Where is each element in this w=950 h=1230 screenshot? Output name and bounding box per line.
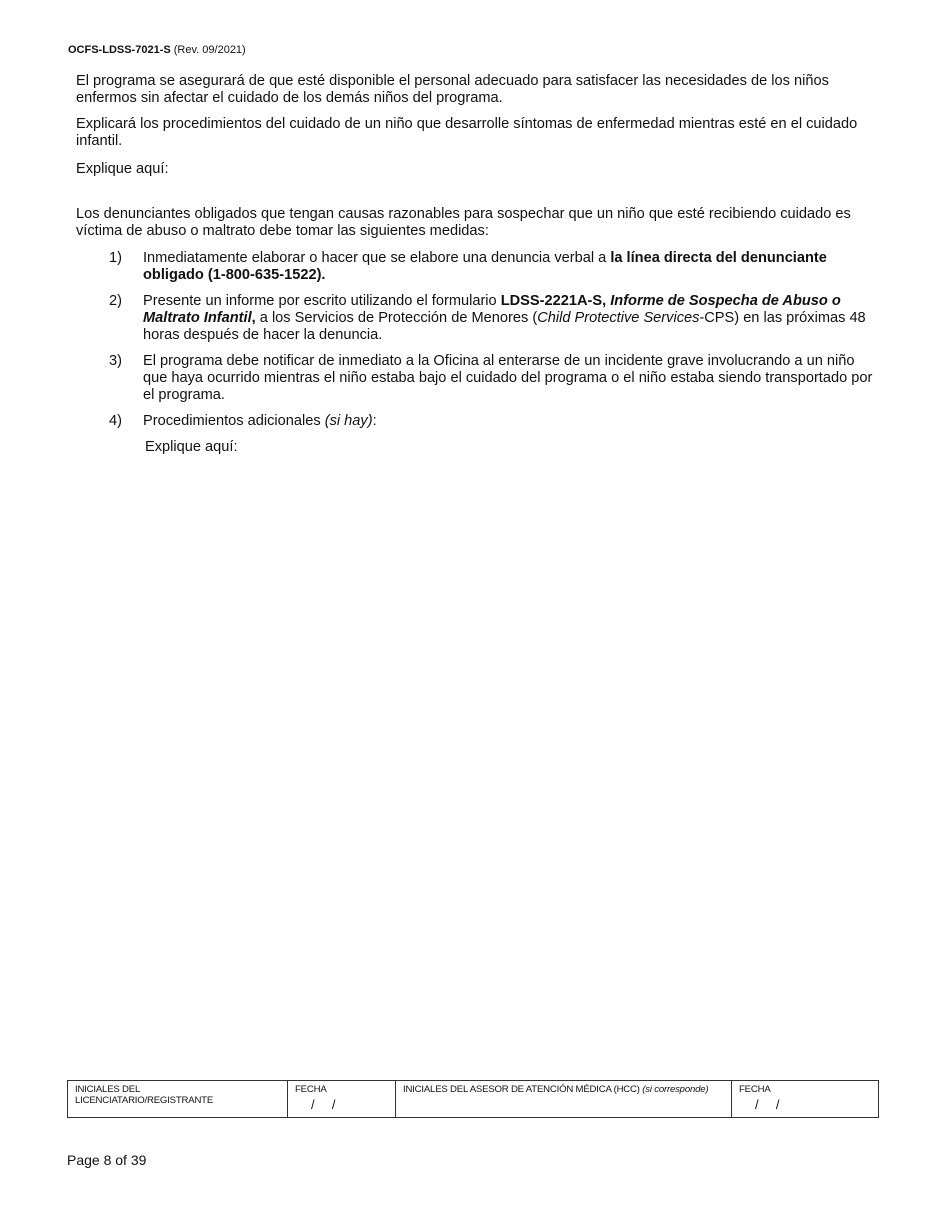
licensee-initials-label: INICIALES DEL LICENCIATARIO/REGISTRANTE [75, 1084, 214, 1106]
list-number: 2) [109, 293, 122, 309]
form-code: OCFS-LDSS-7021-S [68, 44, 171, 56]
form-header [68, 44, 246, 56]
list-item [76, 353, 876, 404]
list-number: 1) [109, 250, 122, 266]
hcc-initials-field[interactable] [396, 1081, 732, 1118]
signature-table [67, 1080, 879, 1118]
explain-label: Explique aquí: [145, 439, 238, 455]
list-text: Inmediatamente elaborar o hacer que se elabore una denuncia verbal a [143, 250, 611, 266]
date-field-2[interactable] [732, 1081, 879, 1118]
hcc-note: (si corresponde) [642, 1084, 709, 1095]
list-text: Presente un informe por escrito utilizando el formulario [143, 293, 501, 309]
list-item [76, 413, 876, 456]
staffing-paragraph: El programa se asegurará de que esté disponible el personal adecuado para satisfacer las necesidades de los niños enfermos sin afectar el cuidado de los demás niños del programa. [76, 73, 829, 106]
list-text: El programa debe notificar de inmediato a la Oficina al enterarse de un incidente grave involucrando a un niño que haya ocurrido mientras el niño estaba bajo el cuidado del programa o el niño estaba siendo transportado por el programa. [143, 353, 873, 403]
hcc-initials-label: INICIALES DEL ASESOR DE ATENCIÓN MÉDICA (HCC) [403, 1084, 643, 1095]
mandated-reporters-paragraph: Los denunciantes obligados que tengan causas razonables para sospechar que un niño que esté recibiendo cuidado es víctima de abuso o maltrato debe tomar las siguientes medidas: [76, 206, 851, 239]
date-field-1[interactable] [288, 1081, 396, 1118]
explain-label: Explique aquí: [76, 161, 169, 177]
date-label: FECHA [295, 1084, 327, 1095]
page-number: Page 8 of 39 [67, 1152, 147, 1168]
list-number: 3) [109, 353, 122, 369]
page-content [76, 73, 876, 465]
licensee-initials-field[interactable] [68, 1081, 288, 1118]
date-placeholder: / / [755, 1097, 780, 1112]
list-item [76, 250, 876, 284]
procedures-paragraph: Explicará los procedimientos del cuidado de un niño que desarrolle síntomas de enfermedad mientras esté en el cuidado infantil. [76, 116, 858, 149]
list-item [76, 293, 876, 344]
form-comma: , [251, 310, 256, 326]
date-label: FECHA [739, 1084, 771, 1095]
measures-list [76, 250, 876, 456]
list-text: -CPS) en las próximas 48 horas después de hacer la denuncia. [143, 310, 866, 343]
cps-name: Child Protective Services [537, 310, 700, 326]
list-text: a los Servicios de Protección de Menores ( [255, 310, 538, 326]
if-any-note: (si hay) [324, 413, 373, 429]
form-title: Informe de Sospecha de Abuso o Maltrato Infantil [143, 293, 841, 326]
form-number: LDSS-2221A-S, [500, 293, 611, 309]
list-colon: : [372, 413, 377, 429]
hotline-text: la línea directa del denunciante obligado (1-800-635-1522). [143, 250, 827, 283]
form-revision: (Rev. 09/2021) [173, 44, 246, 56]
list-number: 4) [109, 413, 122, 429]
list-text: Procedimientos adicionales [143, 413, 325, 429]
date-placeholder: / / [311, 1097, 336, 1112]
